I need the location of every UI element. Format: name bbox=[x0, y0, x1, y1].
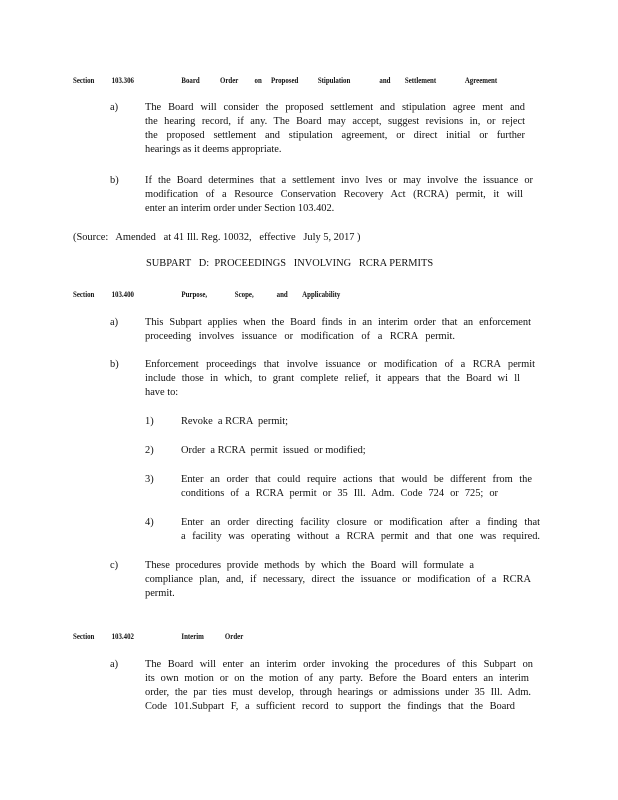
item-label-a: a) bbox=[110, 317, 119, 328]
paragraph-103-402-a bbox=[145, 658, 533, 714]
paragraph-103-306-a bbox=[145, 101, 525, 157]
text-line: modification of a Resource Conservation Recovery Act (RCRA) permit, it will bbox=[145, 189, 523, 200]
paragraph-103-400-a bbox=[145, 316, 531, 344]
item-label-b: b) bbox=[110, 359, 119, 370]
text-line: enter an interim order under Section 103.402. bbox=[145, 203, 335, 214]
text-line: its own motion or on the motion of any party. Before the Board enters an interim bbox=[145, 673, 529, 684]
subpart-title: SUBPART D: PROCEEDINGS INVOLVING RCRA PERMITS bbox=[146, 258, 434, 269]
item-label-a: a) bbox=[110, 102, 119, 113]
heading-word: and bbox=[276, 290, 288, 299]
heading-number: 103.400 bbox=[111, 290, 134, 299]
text-line: order, the par ties must develop, through hearings or admissions under 35 Ill. Adm. bbox=[145, 687, 531, 698]
sub-item-label: 3) bbox=[145, 474, 154, 485]
text-line: compliance plan, and, if necessary, direct the issuance or modification of a RCRA bbox=[145, 574, 531, 585]
heading-word: and bbox=[379, 76, 391, 85]
paragraph-103-306-b bbox=[145, 174, 533, 216]
text-line: have to: bbox=[145, 387, 179, 398]
text-line: the proposed settlement and stipulation agreement, or direct initial or further bbox=[145, 130, 525, 141]
heading-number: 103.402 bbox=[111, 632, 134, 641]
text-line: Enter an order that could require actions that would be different from the bbox=[181, 474, 532, 485]
sub-item-text bbox=[181, 516, 540, 544]
heading-word: Scope, bbox=[234, 290, 254, 299]
heading-word: Stipulation bbox=[317, 76, 351, 85]
sub-item-label: 2) bbox=[145, 445, 154, 456]
text-line: a facility was operating without a RCRA permit and that one was required. bbox=[181, 531, 540, 542]
heading-word: Order bbox=[224, 632, 244, 641]
heading-word: Order bbox=[220, 76, 239, 85]
heading-word: on bbox=[254, 76, 262, 85]
heading-word: Section bbox=[73, 76, 95, 85]
heading-word: Proposed bbox=[271, 76, 299, 85]
item-label-a: a) bbox=[110, 659, 119, 670]
section-103-306-heading bbox=[73, 76, 497, 85]
paragraph-103-400-b bbox=[145, 358, 535, 400]
text-line: Code 101.Subpart F, a sufficient record to support the findings that the Board bbox=[145, 701, 515, 712]
heading-word: Settlement bbox=[404, 76, 437, 85]
text-line: These procedures provide methods by which the Board will formulate a bbox=[145, 560, 474, 571]
text-line: This Subpart applies when the Board finds in an interim order that an enforcement bbox=[145, 317, 531, 328]
item-label-b: b) bbox=[110, 175, 119, 186]
paragraph-103-400-c bbox=[145, 559, 531, 601]
text-line: the hearing record, if any. The Board may accept, suggest revisions in, or reject bbox=[145, 116, 525, 127]
item-label-c: c) bbox=[110, 560, 119, 571]
sub-item-label: 1) bbox=[145, 416, 154, 427]
heading-word: Purpose, bbox=[181, 290, 208, 299]
text-line: conditions of a RCRA permit or 35 Ill. Adm. Code 724 or 725; or bbox=[181, 488, 498, 499]
heading-word: Section bbox=[73, 290, 95, 299]
text-line: If the Board determines that a settlement invo lves or may involve the issuance or bbox=[145, 175, 533, 186]
text-line: Enter an order directing facility closure or modification after a finding that bbox=[181, 517, 540, 528]
section-103-400-heading bbox=[73, 290, 340, 299]
heading-word: Board bbox=[181, 76, 200, 85]
sub-item-text: Revoke a RCRA permit; bbox=[181, 416, 289, 427]
sub-item-text: Order a RCRA permit issued or modified; bbox=[181, 445, 366, 456]
source-note: (Source: Amended at 41 Ill. Reg. 10032, effective July 5, 2017 ) bbox=[73, 232, 361, 243]
text-line: proceeding involves issuance or modification of a RCRA permit. bbox=[145, 331, 455, 342]
text-line: hearings as it deems appropriate. bbox=[145, 144, 282, 155]
heading-word: Section bbox=[73, 632, 95, 641]
sub-item-text bbox=[181, 473, 532, 501]
text-line: The Board will enter an interim order invoking the procedures of this Subpart on bbox=[145, 659, 533, 670]
text-line: include those in which, to grant complete relief, it appears that the Board wi ll bbox=[145, 373, 520, 384]
section-103-402-heading bbox=[73, 632, 243, 641]
heading-number: 103.306 bbox=[111, 76, 134, 85]
heading-word: Interim bbox=[181, 632, 204, 641]
text-line: Enforcement proceedings that involve issuance or modification of a RCRA permit bbox=[145, 359, 535, 370]
heading-word: Applicability bbox=[302, 290, 341, 299]
sub-item-label: 4) bbox=[145, 517, 154, 528]
heading-word: Agreement bbox=[464, 76, 498, 85]
text-line: permit. bbox=[145, 588, 175, 599]
text-line: The Board will consider the proposed settlement and stipulation agree ment and bbox=[145, 102, 525, 113]
